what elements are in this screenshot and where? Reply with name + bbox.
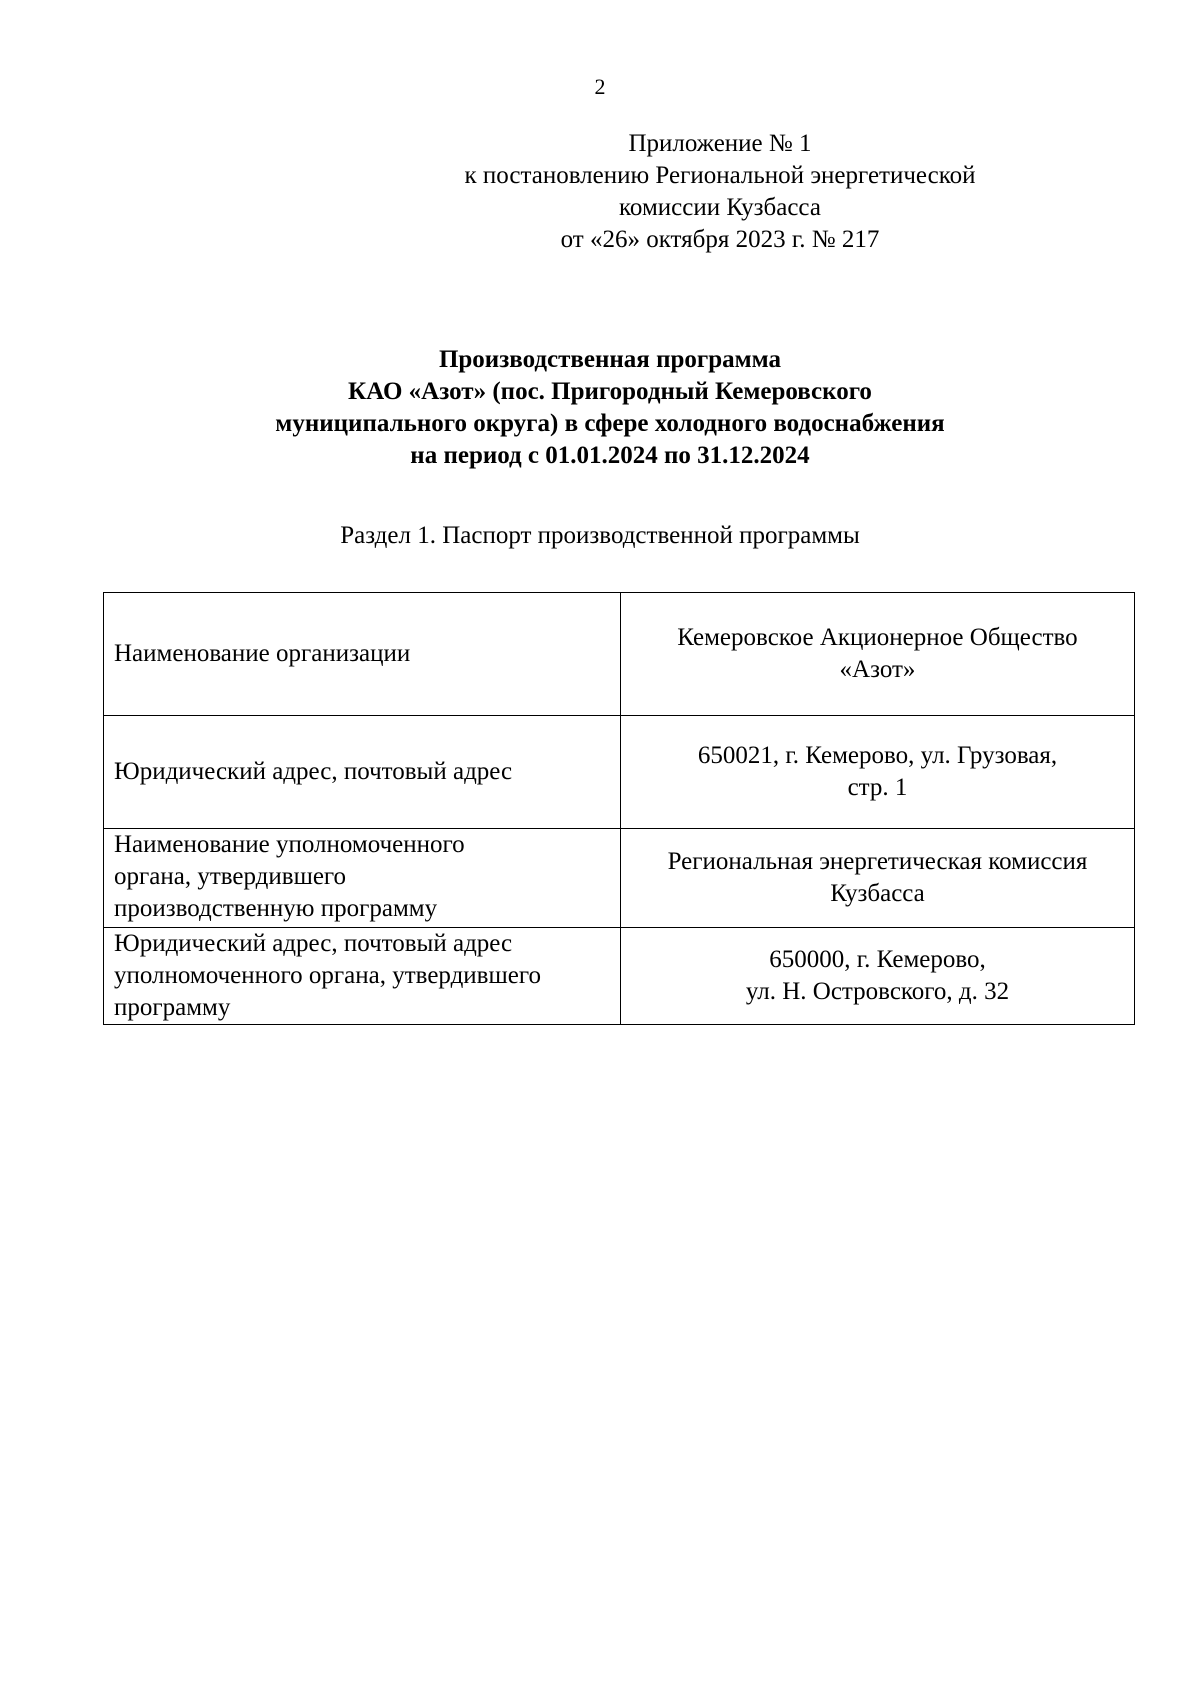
title-line: муниципального округа) в сфере холодного водоснабжения xyxy=(275,410,945,437)
row-label-cell xyxy=(104,716,621,829)
row-label-cell xyxy=(104,928,621,1025)
table-row xyxy=(104,593,1135,716)
appendix-line: к постановлению Региональной энергетической xyxy=(464,162,976,189)
row-value: «Азот» xyxy=(839,656,916,683)
row-value-cell xyxy=(621,716,1135,829)
row-value: Региональная энергетическая комиссия xyxy=(667,848,1088,875)
passport-table xyxy=(103,592,1135,1025)
row-value: 650021, г. Кемерово, ул. Грузовая, xyxy=(697,742,1058,769)
row-value: ул. Н. Островского, д. 32 xyxy=(745,978,1010,1005)
row-value: Кузбасса xyxy=(830,880,925,907)
row-label: производственную программу xyxy=(114,895,438,922)
page-number: 2 xyxy=(594,74,606,99)
row-label: Юридический адрес, почтовый адрес xyxy=(114,758,513,785)
row-label: уполномоченного органа, утвердившего xyxy=(114,962,541,989)
appendix-line: комиссии Кузбасса xyxy=(619,194,821,221)
appendix-line: Приложение № 1 xyxy=(628,130,812,157)
row-value: Кемеровское Акционерное Общество xyxy=(677,624,1078,651)
row-label-cell xyxy=(104,593,621,716)
table-row xyxy=(104,716,1135,829)
title-line: Производственная программа xyxy=(438,346,782,373)
appendix-header xyxy=(440,128,1000,256)
row-value-cell xyxy=(621,593,1135,716)
document-title xyxy=(100,344,1120,472)
title-line: на период с 01.01.2024 по 31.12.2024 xyxy=(410,442,810,469)
row-label: Юридический адрес, почтовый адрес xyxy=(114,930,513,957)
row-label: Наименование организации xyxy=(114,640,411,667)
row-value-cell xyxy=(621,928,1135,1025)
table-row xyxy=(104,829,1135,928)
table-row xyxy=(104,928,1135,1025)
row-label: программу xyxy=(114,994,231,1021)
title-line: КАО «Азот» (пос. Пригородный Кемеровского xyxy=(348,378,872,405)
row-value: стр. 1 xyxy=(847,774,908,801)
row-value: 650000, г. Кемерово, xyxy=(769,946,986,973)
row-value-cell xyxy=(621,829,1135,928)
row-label-cell xyxy=(104,829,621,928)
appendix-line: от «26» октября 2023 г. № 217 xyxy=(560,226,880,253)
row-label: органа, утвердившего xyxy=(114,863,347,890)
row-label: Наименование уполномоченного xyxy=(114,831,465,858)
section-heading: Раздел 1. Паспорт производственной программы xyxy=(340,522,860,549)
